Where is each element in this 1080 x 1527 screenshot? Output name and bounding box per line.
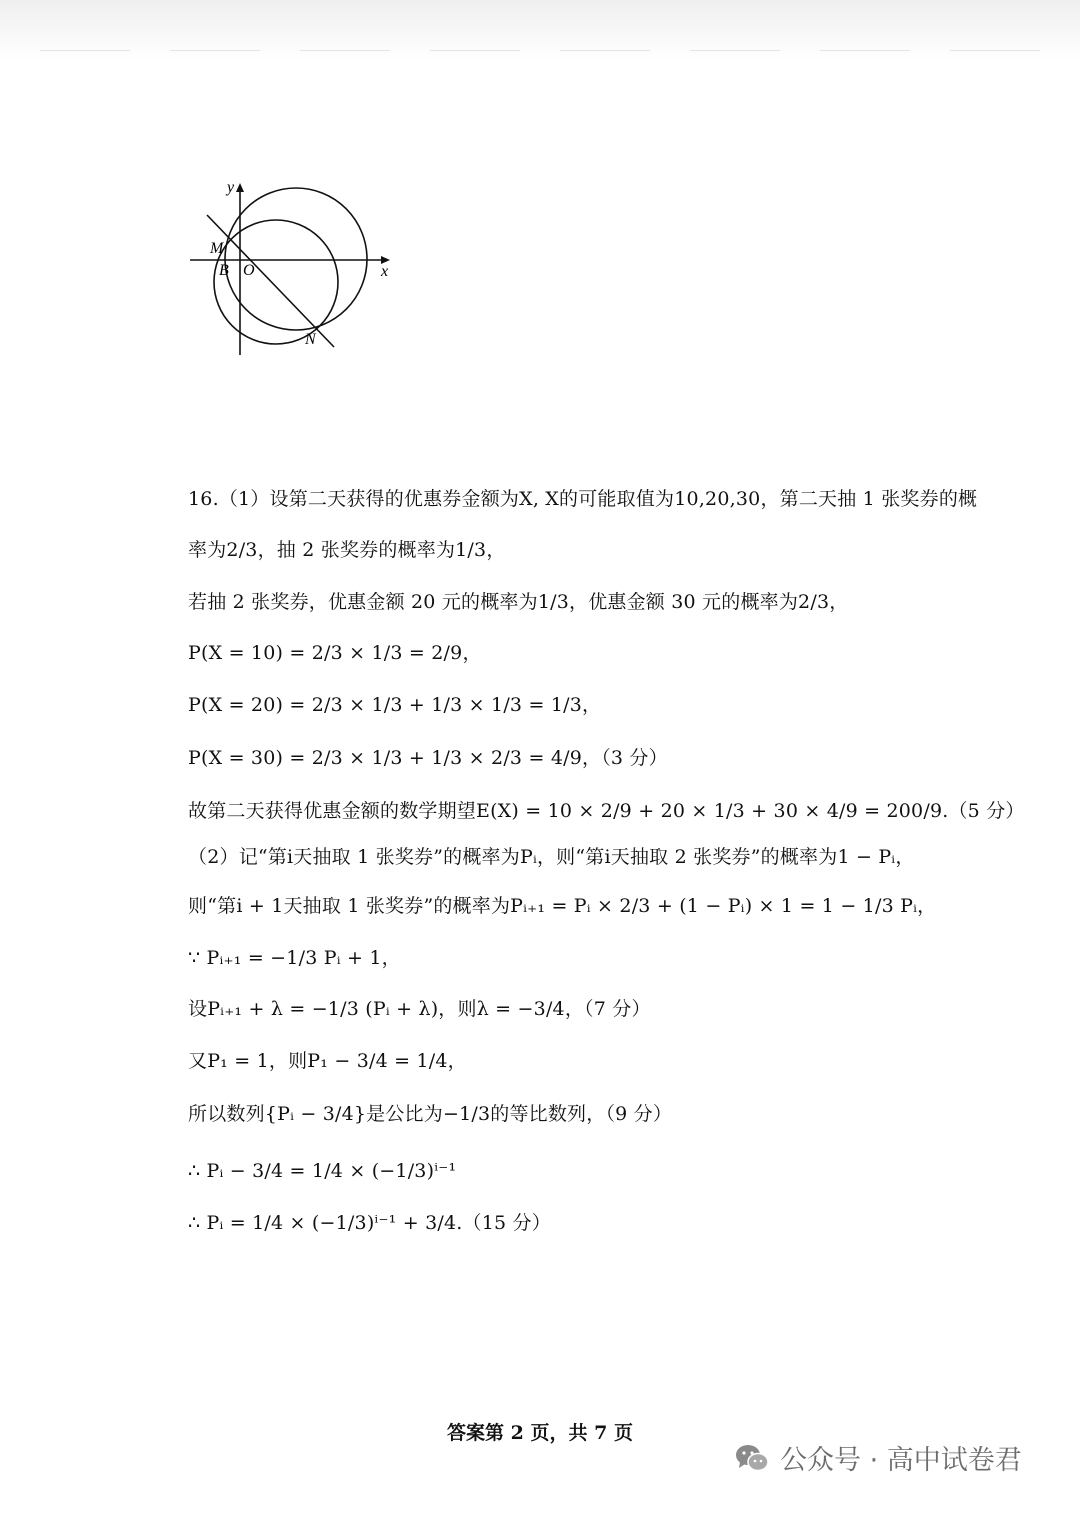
watermark-text: 公众号 · 高中试卷君 bbox=[780, 1445, 1022, 1476]
solution-line-13: 所以数列{Pᵢ − 3/4}是公比为−1/3的等比数列，（9 分） bbox=[188, 1103, 673, 1125]
solution-line-8: （2）记“第i天抽取 1 张奖券”的概率为Pᵢ，则“第i天抽取 2 张奖券”的概率为1 − Pᵢ， bbox=[188, 846, 915, 868]
small-circle bbox=[214, 220, 338, 344]
solution-line-2: 率为2/3，抽 2 张奖券的概率为1/3， bbox=[188, 539, 506, 561]
solution-line-3: 若抽 2 张奖券，优惠金额 20 元的概率为1/3，优惠金额 30 元的概率为2/3， bbox=[188, 591, 849, 613]
solution-line-6: P(X = 30) = 2/3 × 1/3 + 1/3 × 2/3 = 4/9，（3 分） bbox=[188, 747, 668, 769]
y-axis-arrow bbox=[236, 183, 244, 192]
point-o-label: O bbox=[243, 262, 255, 279]
solution-line-10: ∵ Pᵢ₊₁ = −1/3 Pᵢ + 1， bbox=[188, 947, 401, 969]
point-n-label: N bbox=[305, 331, 316, 348]
y-axis-label: y bbox=[227, 179, 235, 196]
page-number-footer: 答案第 2 页，共 7 页 bbox=[447, 1422, 633, 1444]
point-b-label: B bbox=[219, 262, 229, 279]
solution-line-9: 则“第i + 1天抽取 1 张奖券”的概率为Pᵢ₊₁ = Pᵢ × 2/3 + (1 − Pᵢ) × 1 = 1 − 1/3 Pᵢ， bbox=[188, 895, 937, 917]
scan-artifact bbox=[40, 50, 1040, 51]
solution-line-5: P(X = 20) = 2/3 × 1/3 + 1/3 × 1/3 = 1/3， bbox=[188, 694, 602, 716]
wechat-icon bbox=[734, 1443, 770, 1473]
solution-line-1: 16.（1）设第二天获得的优惠券金额为X, X的可能取值为10,20,30，第二天抽 1 张奖券的概 bbox=[188, 488, 978, 510]
solution-line-4: P(X = 10) = 2/3 × 1/3 = 2/9， bbox=[188, 642, 482, 664]
geometry-figure bbox=[185, 175, 400, 360]
line-mn bbox=[207, 215, 334, 347]
solution-line-12: 又P₁ = 1，则P₁ − 3/4 = 1/4， bbox=[188, 1050, 467, 1072]
solution-line-7: 故第二天获得优惠金额的数学期望E(X) = 10 × 2/9 + 20 × 1/3 + 30 × 4/9 = 200/9.（5 分） bbox=[188, 800, 1025, 822]
point-m-label: M bbox=[210, 240, 224, 257]
solution-line-14: ∴ Pᵢ − 3/4 = 1/4 × (−1/3)ⁱ⁻¹ bbox=[188, 1160, 457, 1182]
large-circle bbox=[225, 188, 367, 330]
solution-line-15: ∴ Pᵢ = 1/4 × (−1/3)ⁱ⁻¹ + 3/4.（15 分） bbox=[188, 1212, 551, 1234]
page-top-edge bbox=[0, 0, 1080, 60]
solution-line-11: 设Pᵢ₊₁ + λ = −1/3 (Pᵢ + λ)，则λ = −3/4，（7 分） bbox=[188, 998, 651, 1020]
x-axis-label: x bbox=[381, 263, 389, 280]
watermark bbox=[734, 1438, 1022, 1477]
